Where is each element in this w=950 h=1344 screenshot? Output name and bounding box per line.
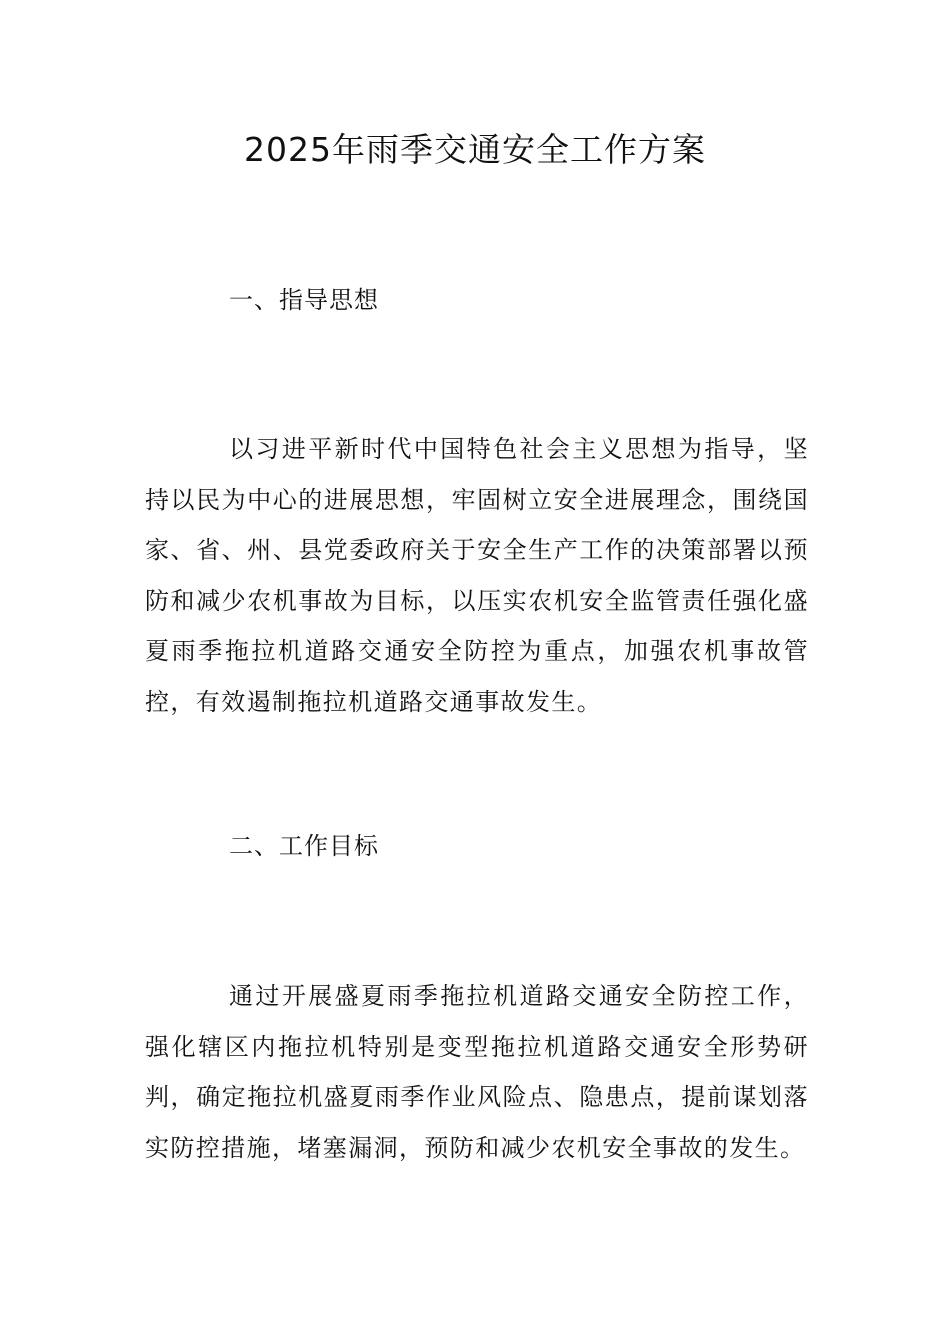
section-paragraph-guiding-ideology: 以习进平新时代中国特色社会主义思想为指导，坚持以民为中心的进展思想，牢固树立安全进展理念，围绕国家、省、州、县党委政府关于安全生产工作的决策部署以预防和减少农机事故为目标，以压实农机安全监管责任强化盛夏雨季拖拉机道路交通安全防控为重点，加强农机事故管控，有效遏制拖拉机道路交通事故发生。 [145, 435, 809, 716]
section-paragraph-work-goals: 通过开展盛夏雨季拖拉机道路交通安全防控工作，强化辖区内拖拉机特别是变型拖拉机道路交通安全形势研判，确定拖拉机盛夏雨季作业风险点、隐患点，提前谋划落实防控措施，堵塞漏洞，预防和减少农机安全事故的发生。 [145, 982, 809, 1162]
document-title: 2025年雨季交通安全工作方案 [244, 130, 706, 169]
section-heading-work-goals: 二、工作目标 [229, 832, 379, 860]
section-heading-guiding-ideology: 一、指导思想 [229, 286, 379, 314]
